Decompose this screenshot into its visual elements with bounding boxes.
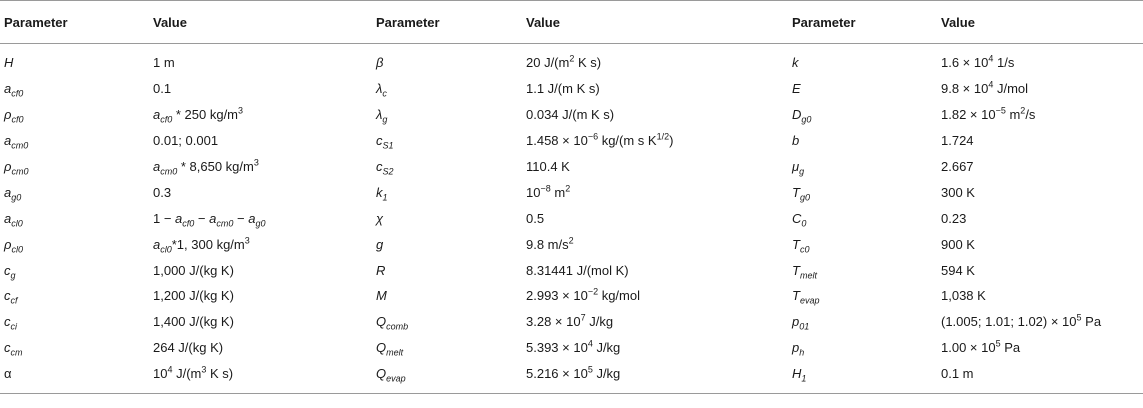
header-row	[0, 1, 1143, 44]
table-row	[0, 102, 1143, 128]
column-header-parameter: Parameter	[788, 1, 937, 44]
parameter-cell: β	[376, 55, 384, 71]
column-header-value: Value	[937, 1, 1143, 44]
parameter-cell: $c_{S2}$	[376, 159, 394, 177]
parameter-cell: $\rho_{cf0}$	[4, 107, 24, 125]
value-cell: $10^4$ $J/(m^3$ K s)	[149, 361, 372, 393]
value-cell: 900 K	[941, 236, 975, 252]
parameter-cell: χ	[376, 210, 384, 226]
parameter-cell: $\rho_{cm0}$	[4, 159, 29, 177]
parameter-cell: $\lambda_c$	[376, 81, 387, 99]
parameter-cell: $a_{g0}$	[4, 184, 22, 203]
parameter-cell: $c_g$	[4, 262, 16, 281]
parameter-cell: R	[376, 262, 386, 278]
value-cell: 594 K	[941, 262, 975, 278]
value-cell: 110.4 K	[526, 159, 570, 174]
value-cell: 264 J/(kg K)	[153, 340, 224, 356]
parameter-cell: $p_{01}$	[792, 314, 810, 332]
value-cell: $1.458 \times 10^{-6}$ kg/(m s $K^{1/2}$)	[526, 131, 674, 149]
parameter-cell: $\rho_{cl0}$	[4, 236, 23, 255]
value-cell: 0.3	[153, 184, 172, 200]
value-cell: $5.216 \times 10^5$ J/kg	[522, 361, 788, 393]
parameter-cell: M	[376, 288, 387, 304]
value-cell: $a_{cf0} * 250$ $kg/m^3$	[153, 105, 244, 125]
parameter-cell: $T_{g0}$	[792, 184, 810, 203]
parameter-cell: $H_1$	[788, 361, 937, 393]
value-cell: 1,200 J/(kg K)	[153, 288, 234, 304]
column-header-parameter: Parameter	[372, 1, 522, 44]
table-body	[0, 44, 1143, 394]
table-row	[0, 44, 1143, 76]
parameter-cell: $a_{cl0}$	[4, 210, 23, 229]
parameter-cell: $c_{S1}$	[376, 133, 394, 151]
parameter-cell: $Q_{melt}$	[376, 340, 404, 358]
parameter-cell: $C_0$	[792, 210, 807, 229]
value-cell: $3.28 \times 10^7$ J/kg	[526, 313, 614, 330]
parameter-cell: E	[792, 81, 801, 97]
parameter-cell: $c_{cf}$	[4, 288, 18, 307]
table-row	[0, 361, 1143, 393]
value-cell: $a_{cm0} * 8,650$ $kg/m^3$	[153, 157, 259, 177]
value-cell: 20 $J/(m^2$ K s)	[526, 54, 602, 71]
value-cell: 0.1 m	[937, 361, 1143, 393]
value-cell: $9.8 \times 10^4$ J/mol	[941, 80, 1029, 97]
value-cell: $1 - a_{cf0} - a_{cm0} - a_{g0}$	[153, 210, 266, 229]
value-cell: 1,000 J/(kg K)	[153, 262, 234, 278]
parameter-cell: H	[4, 55, 14, 71]
value-cell: 1,400 J/(kg K)	[153, 314, 234, 330]
table-row	[0, 257, 1143, 283]
value-cell: 2.667	[941, 159, 974, 174]
value-cell: $a_{cl0}*1$, 300 $kg/m^3$	[153, 235, 250, 255]
value-cell: $1.00 \times 10^5$ Pa	[941, 338, 1021, 356]
value-cell: 1 m	[153, 55, 175, 71]
parameter-cell: g	[376, 236, 384, 252]
value-cell: 8.31441 J/(mol K)	[526, 262, 629, 278]
value-cell: 0.034 J/(m K s)	[526, 107, 615, 123]
column-header-value: Value	[522, 1, 788, 44]
parameter-cell: $p_h$	[792, 340, 805, 358]
value-cell: 0.1	[153, 81, 172, 97]
parameter-cell: $T_{melt}$	[792, 262, 817, 281]
value-cell: 9.8 $m/s^2$	[526, 235, 574, 252]
value-cell: 300 K	[941, 184, 975, 200]
parameter-cell: $T_{evap}$	[792, 288, 820, 307]
table-row	[0, 154, 1143, 180]
value-cell: (1.005; 1.01; $1.02) \times 10^5$ Pa	[941, 313, 1102, 330]
table-row	[0, 335, 1143, 361]
value-cell: $5.393 \times 10^4$ J/kg	[526, 338, 621, 356]
parameter-cell: $k_1$	[376, 184, 388, 203]
value-cell: 1.724	[941, 133, 974, 149]
table-row	[0, 179, 1143, 205]
column-header-parameter: Parameter	[0, 1, 149, 44]
parameter-cell: $Q_{comb}$	[376, 314, 409, 332]
value-cell: $1.82 \times 10^{-5}$ $m^2/s$	[941, 105, 1036, 123]
table-row	[0, 309, 1143, 335]
parameter-cell: $a_{cm0}$	[4, 133, 29, 151]
parameter-cell: $\lambda_g$	[376, 107, 388, 125]
value-cell: $1.6 \times 10^4$ 1/s	[941, 54, 1015, 71]
value-cell: 1,038 K	[941, 288, 986, 304]
parameter-cell: $Q_{evap}$	[372, 361, 522, 393]
table-row	[0, 128, 1143, 154]
parameter-cell: b	[792, 133, 800, 149]
parameter-cell: k	[792, 55, 799, 71]
value-cell: 0.01; 0.001	[153, 133, 219, 149]
table-row	[0, 283, 1143, 309]
parameter-cell: $c_{cm}$	[4, 340, 23, 358]
table-row	[0, 76, 1143, 102]
parameter-cell: α	[0, 361, 149, 393]
value-cell: $2.993 \times 10^{-2}$ kg/mol	[526, 287, 640, 304]
table-row	[0, 231, 1143, 257]
parameter-cell: $T_{c0}$	[792, 236, 810, 255]
table-row	[0, 205, 1143, 231]
value-cell: 0.5	[526, 210, 545, 226]
column-header-value: Value	[149, 1, 372, 44]
value-cell: 0.23	[941, 210, 967, 226]
parameter-cell: $c_{ci}$	[4, 314, 17, 332]
parameter-cell: $D_{g0}$	[792, 107, 812, 125]
parameter-cell: $\mu_g$	[792, 159, 805, 177]
parameter-cell: $a_{cf0}$	[4, 81, 24, 99]
value-cell: 1.1 J/(m K s)	[526, 81, 600, 97]
value-cell: $10^{-8}$ $m^2$	[526, 183, 571, 200]
